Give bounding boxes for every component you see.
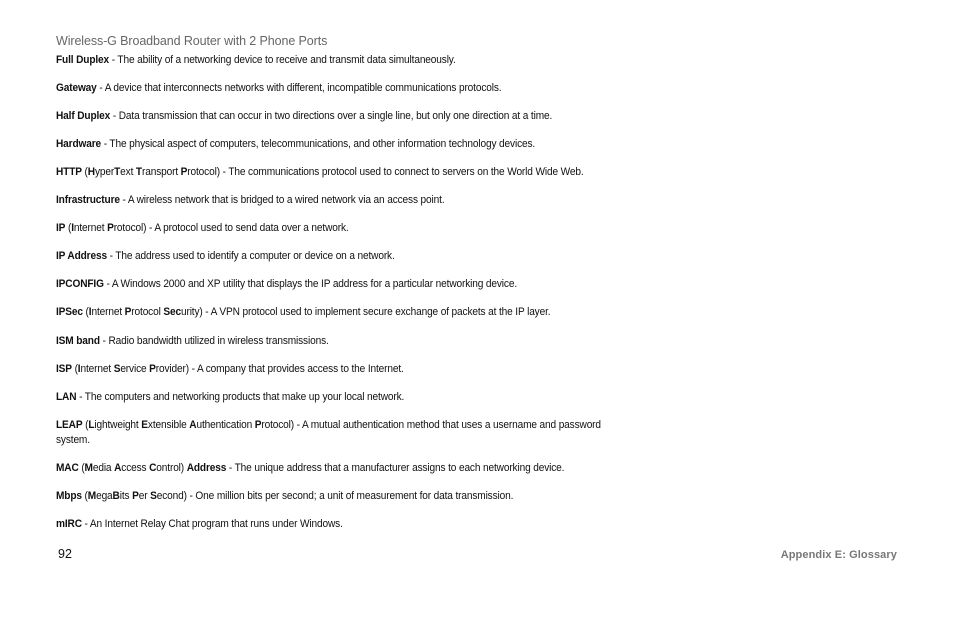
glossary-term: E	[141, 419, 148, 431]
glossary-term: Infrastructure	[56, 194, 120, 206]
glossary-text: (	[82, 306, 89, 318]
glossary-term: M	[87, 490, 97, 502]
glossary-text: nternet	[91, 306, 125, 318]
glossary-entry	[56, 489, 626, 504]
glossary-term: IPSec	[56, 306, 83, 318]
glossary-text: xtensible	[147, 419, 190, 431]
glossary-entry	[56, 461, 626, 476]
glossary-text: (	[81, 166, 88, 178]
glossary-term: IP	[56, 222, 66, 234]
glossary-term: P	[254, 419, 262, 431]
glossary-entry	[56, 390, 626, 405]
glossary-term: P	[149, 363, 156, 375]
glossary-text: - The unique address that a manufacturer assigns to each networking device.	[226, 462, 565, 474]
glossary-text: - The physical aspect of computers, telecommunications, and other information technology devices.	[101, 138, 536, 150]
glossary-term: HTTP	[56, 166, 82, 178]
glossary-entry	[56, 221, 626, 236]
glossary-entry	[56, 165, 626, 180]
glossary-text: rotocol) - A mutual authentication method that uses a username and password system.	[56, 419, 601, 446]
glossary-entry	[56, 53, 626, 68]
glossary-term: Mbps	[56, 490, 82, 502]
glossary-term: L	[88, 419, 95, 431]
glossary-entry	[56, 362, 626, 377]
glossary-term: I	[88, 306, 92, 318]
glossary-text: (	[71, 363, 78, 375]
glossary-term: Sec	[163, 306, 181, 318]
glossary-term: P	[107, 222, 114, 234]
glossary-text: uthentication	[196, 419, 255, 431]
glossary-term: S	[150, 490, 157, 502]
glossary-text: (	[82, 419, 89, 431]
glossary-entry	[56, 517, 626, 532]
glossary-text: edia	[92, 462, 115, 474]
glossary-term: T	[114, 166, 121, 178]
glossary-term: M	[84, 462, 93, 474]
glossary-text: ervice	[120, 363, 150, 375]
glossary-term: mIRC	[56, 518, 82, 530]
glossary-text: ightweight	[94, 419, 142, 431]
glossary-text: ega	[96, 490, 113, 502]
glossary-entry	[56, 277, 626, 292]
page-number: 92	[58, 547, 72, 561]
glossary-term: P	[180, 166, 188, 178]
glossary-text: econd) - One million bits per second; a unit of measurement for data transmission.	[156, 490, 514, 502]
glossary-text: - A wireless network that is bridged to a wired network via an access point.	[119, 194, 445, 206]
glossary-text: (	[65, 222, 72, 234]
glossary-text: - The address used to identify a computer or device on a network.	[106, 250, 395, 262]
glossary-term: MAC	[56, 462, 79, 474]
glossary-term: B	[112, 490, 120, 502]
glossary-text: - A Windows 2000 and XP utility that displays the IP address for a particular networking device.	[103, 278, 518, 290]
glossary-term: S	[113, 363, 121, 375]
glossary-text: its	[119, 490, 133, 502]
glossary-text: nternet	[80, 363, 114, 375]
running-header: Wireless-G Broadband Router with 2 Phone Ports	[56, 34, 328, 48]
glossary-entry	[56, 334, 626, 349]
glossary-text: urity) - A VPN protocol used to implement secure exchange of packets at the IP layer.	[180, 306, 551, 318]
glossary-text: rotocol) - The communications protocol used to connect to servers on the World Wide Web.	[187, 166, 584, 178]
glossary-text: - Radio bandwidth utilized in wireless transmissions.	[99, 335, 329, 347]
glossary-text: - The ability of a networking device to receive and transmit data simultaneously.	[109, 54, 456, 66]
glossary-term: IPCONFIG	[56, 278, 104, 290]
glossary-text: ext	[120, 166, 136, 178]
glossary-term: Address	[186, 462, 227, 474]
glossary-term: LEAP	[56, 419, 83, 431]
glossary-text: ransport	[141, 166, 181, 178]
glossary-entry	[56, 137, 626, 152]
glossary-term: T	[135, 166, 142, 178]
glossary-term: LAN	[56, 391, 77, 403]
glossary-entry	[56, 305, 626, 320]
glossary-term: IP Address	[56, 250, 107, 262]
glossary-text: rotocol) - A protocol used to send data over a network.	[113, 222, 349, 234]
glossary-text: er	[138, 490, 151, 502]
glossary-text: nternet	[73, 222, 108, 234]
glossary-entry	[56, 418, 626, 448]
glossary-term: A	[189, 419, 197, 431]
glossary-text: rotocol	[131, 306, 164, 318]
glossary-text: yper	[94, 166, 115, 178]
glossary-entry	[56, 109, 626, 124]
glossary-term: C	[149, 462, 157, 474]
glossary-term: Half Duplex	[56, 110, 111, 122]
glossary-term: I	[77, 363, 81, 375]
glossary-text: rovider) - A company that provides access to the Internet.	[155, 363, 404, 375]
glossary-term: Hardware	[56, 138, 102, 150]
glossary-text: (	[81, 490, 88, 502]
glossary-entry	[56, 249, 626, 264]
glossary-entry	[56, 193, 626, 208]
glossary-term: P	[124, 306, 132, 318]
glossary-text: (	[78, 462, 85, 474]
glossary-term: A	[114, 462, 122, 474]
footer-section-title: Appendix E: Glossary	[780, 549, 897, 561]
glossary-text: ccess	[121, 462, 150, 474]
glossary-text: - Data transmission that can occur in two directions over a single line, but only one direction at a time.	[110, 110, 553, 122]
glossary-term: I	[71, 222, 74, 234]
glossary-term: Full Duplex	[56, 54, 110, 66]
glossary-text: - The computers and networking products that make up your local network.	[76, 391, 405, 403]
glossary-term: H	[87, 166, 95, 178]
glossary-text: - A device that interconnects networks with different, incompatible communications protocols.	[96, 82, 502, 94]
glossary-term: Gateway	[56, 82, 97, 94]
glossary-term: ISP	[56, 363, 72, 375]
glossary-text: - An Internet Relay Chat program that runs under Windows.	[81, 518, 343, 530]
glossary-entry	[56, 81, 626, 96]
glossary-term: ISM band	[56, 335, 100, 347]
glossary-term: P	[132, 490, 139, 502]
glossary-text: ontrol)	[156, 462, 187, 474]
